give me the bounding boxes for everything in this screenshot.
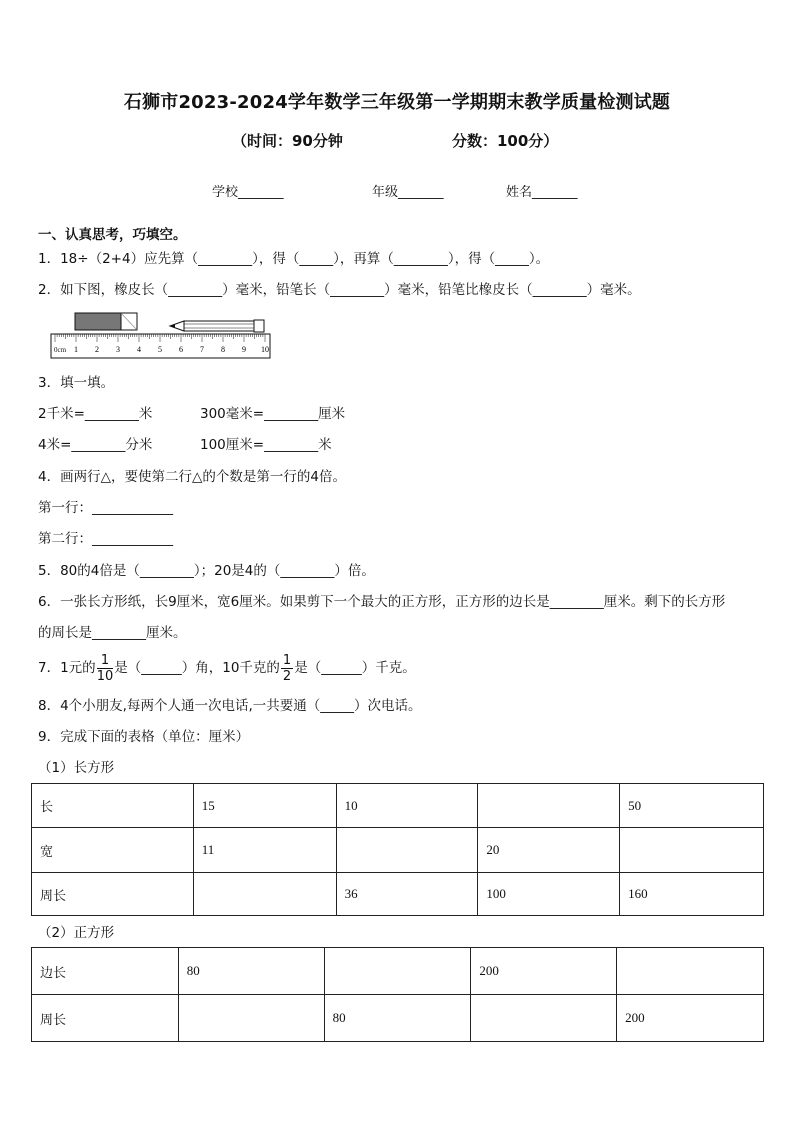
fraction-numerator: 1 <box>97 653 114 669</box>
fraction-one-half <box>281 653 293 684</box>
square-table-cell <box>324 948 471 995</box>
question-9-sub2: （2）正方形 <box>38 925 115 941</box>
rectangle-table-cell: 50 <box>620 784 764 828</box>
school-field: 学校_______ <box>212 185 284 200</box>
question-7-part3: 是（______）千克。 <box>294 660 416 676</box>
question-9-sub1: （1）长方形 <box>38 760 115 776</box>
ruler-tick-label: 1 <box>74 345 78 354</box>
square-table-row <box>32 948 764 995</box>
grade-field: 年级_______ <box>372 185 444 200</box>
question-6-line1: 6．一张长方形纸，长9厘米，宽6厘米。如果剪下一个最大的正方形，正方形的边长是________厘米。剩下的长方形 <box>38 594 726 610</box>
rectangle-table-cell <box>620 828 764 873</box>
ruler-figure <box>50 311 272 361</box>
rectangle-table-row <box>32 784 764 828</box>
ruler-unit: 0cm <box>54 346 67 354</box>
question-6-line2: 的周长是________厘米。 <box>38 625 187 641</box>
ruler-tick-label: 6 <box>179 345 183 354</box>
square-table-cell <box>617 948 764 995</box>
question-3b: 300毫米=________厘米 <box>200 406 346 422</box>
question-4: 4．画两行△，要使第二行△的个数是第一行的4倍。 <box>38 469 346 485</box>
rectangle-table-row-label: 宽 <box>32 828 194 873</box>
square-table-cell <box>471 995 617 1042</box>
question-3d: 100厘米=________米 <box>200 437 332 453</box>
question-5: 5．80的4倍是（________）；20是4的（________）倍。 <box>38 563 375 579</box>
fraction-one-tenth <box>97 653 114 684</box>
square-table-row <box>32 995 764 1042</box>
page-title: 石狮市2023-2024学年数学三年级第一学期期末教学质量检测试题 <box>123 92 671 113</box>
rectangle-table-row-label: 周长 <box>32 873 194 916</box>
ruler-tick-label: 7 <box>200 345 204 354</box>
rectangle-table-cell: 11 <box>193 828 336 873</box>
ruler-tick-label: 9 <box>242 345 246 354</box>
rectangle-table-row <box>32 873 764 916</box>
square-table <box>31 947 764 1042</box>
square-table-cell: 200 <box>471 948 617 995</box>
ruler-tick-label: 4 <box>137 345 141 354</box>
rectangle-table-cell: 36 <box>336 873 478 916</box>
rectangle-table-cell: 10 <box>336 784 478 828</box>
square-table-cell <box>178 995 324 1042</box>
square-table-row-label: 周长 <box>32 995 179 1042</box>
square-table-cell: 200 <box>617 995 764 1042</box>
question-4-row2: 第二行：____________ <box>38 531 173 547</box>
rectangle-table-cell <box>478 784 620 828</box>
ruler-tick-label: 5 <box>158 345 162 354</box>
fraction-denominator: 10 <box>96 668 114 684</box>
question-7 <box>38 648 416 688</box>
fraction-denominator: 2 <box>282 668 292 684</box>
rectangle-table-cell: 100 <box>478 873 620 916</box>
pencil-icon <box>170 320 264 332</box>
rectangle-table-cell: 15 <box>193 784 336 828</box>
rectangle-table <box>31 783 764 916</box>
question-3a: 2千米=________米 <box>38 406 153 422</box>
square-table-row-label: 边长 <box>32 948 179 995</box>
question-3c: 4米=________分米 <box>38 437 153 453</box>
question-1: 1．18÷（2+4）应先算（________），得（_____），再算（________），得（_____）。 <box>38 251 550 267</box>
question-7-part2: 是（______）角，10千克的 <box>114 660 280 676</box>
rectangle-table-cell: 160 <box>620 873 764 916</box>
rectangle-table-cell <box>193 873 336 916</box>
exam-score: 分数：100分） <box>452 132 559 150</box>
section-heading: 一、认真思考，巧填空。 <box>38 227 187 243</box>
rectangle-table-cell <box>336 828 478 873</box>
exam-time: （时间：90分钟 <box>232 132 343 150</box>
rectangle-table-row <box>32 828 764 873</box>
ruler-tick-label: 2 <box>95 345 99 354</box>
rectangle-table-row-label: 长 <box>32 784 194 828</box>
question-3: 3．填一填。 <box>38 375 115 391</box>
question-8: 8．4个小朋友,每两个人通一次电话,一共要通（_____）次电话。 <box>38 698 422 714</box>
ruler-tick-label: 8 <box>221 345 225 354</box>
question-4-row1: 第一行：____________ <box>38 500 173 516</box>
square-table-cell: 80 <box>178 948 324 995</box>
rectangle-table-cell: 20 <box>478 828 620 873</box>
ruler-tick-label: 10 <box>261 345 269 354</box>
name-field: 姓名_______ <box>506 185 578 200</box>
question-2: 2．如下图，橡皮长（________）毫米，铅笔长（________）毫米，铅笔比橡皮长（________）毫米。 <box>38 282 641 298</box>
fraction-numerator: 1 <box>282 652 292 668</box>
question-9: 9．完成下面的表格（单位：厘米） <box>38 729 250 745</box>
question-7-part1: 7．1元的 <box>38 660 96 676</box>
ruler-tick-label: 3 <box>116 345 120 354</box>
eraser-icon <box>75 313 137 330</box>
square-table-cell: 80 <box>324 995 471 1042</box>
